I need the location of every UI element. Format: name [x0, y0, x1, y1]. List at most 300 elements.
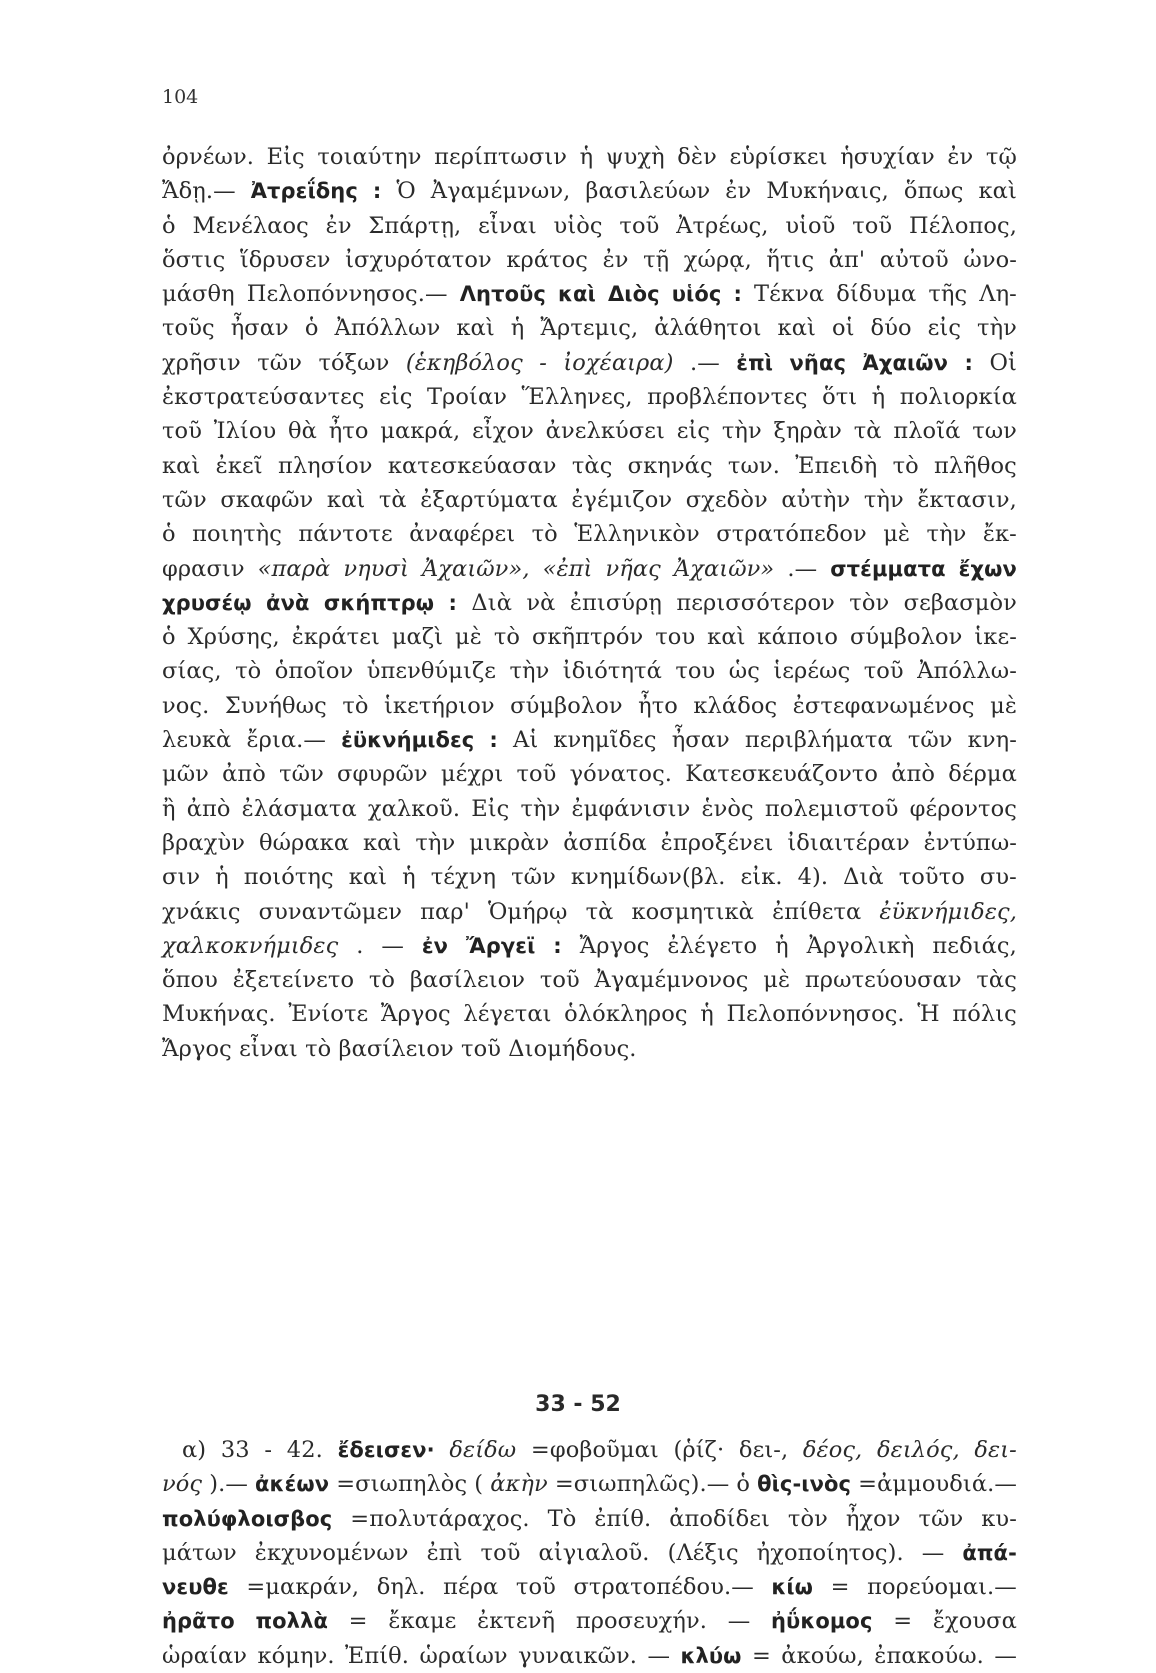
text-word: ἀκὴν: [490, 1471, 548, 1498]
text-word: Αἱ: [513, 727, 539, 754]
text-word: ἡ: [402, 864, 416, 891]
text-word: ἡ: [871, 384, 886, 411]
text-word: τὰ: [378, 486, 407, 513]
text-word: προβλέποντες: [647, 384, 808, 411]
text-word: ποιότης: [243, 864, 334, 891]
text-word: στρατοπέδου.—: [573, 1574, 754, 1601]
text-word: σκήπτρῳ: [323, 590, 435, 615]
text-word: μάσθη: [162, 281, 235, 308]
text-word: ἦσαν: [671, 727, 730, 754]
text-word: ἑνὸς: [701, 795, 754, 822]
text-word: ἱερέως: [773, 658, 851, 685]
text-word: δείδω: [449, 1437, 517, 1463]
text-word: Πελοπόννησος.: [726, 1001, 905, 1028]
text-word: 4).: [797, 864, 829, 891]
text-word: εἰς: [927, 315, 962, 342]
text-word: Συνήθως: [224, 692, 327, 719]
text-word: σκηνάς: [627, 452, 713, 479]
text-word: υἱὸς: [553, 212, 603, 239]
text-word: κάποιο: [757, 624, 839, 651]
text-word: εἶχον: [472, 418, 534, 445]
text-word: καὶ: [707, 624, 746, 651]
text-word: ἐκχυνομένων: [254, 1539, 409, 1566]
text-word: ἰοχέαιρα): [563, 349, 674, 376]
text-word: χαλκοκνήμιδες: [162, 932, 339, 959]
text-word: ἦσαν: [230, 315, 289, 342]
text-word: ἔχων: [958, 556, 1017, 581]
text-word: νευθε: [162, 1575, 229, 1600]
text-word: Ἐπειδὴ: [795, 452, 878, 479]
text-word: ).—: [209, 1471, 248, 1498]
text-word: ὡραίαν: [162, 1642, 248, 1669]
text-word: γόνατος.: [569, 761, 673, 788]
text-word: :: [372, 179, 382, 204]
text-word: ἦτο: [638, 692, 678, 719]
text-word: ἀνὰ: [266, 590, 310, 615]
text-line: [162, 997, 1017, 1031]
text-word: δὲν: [677, 144, 717, 170]
text-word: ἐντύπω-: [923, 829, 1017, 856]
text-word: ἐλάσματα: [241, 795, 357, 822]
text-word: ἐπίθετα: [772, 898, 862, 925]
text-word: τὸν: [787, 1505, 828, 1532]
text-word: α): [182, 1437, 207, 1463]
text-word: ἔκ-: [982, 521, 1017, 548]
text-word: νός: [162, 1471, 203, 1498]
text-word: εἶναι: [239, 1035, 298, 1062]
text-word: καὶ: [348, 864, 388, 891]
text-word: σύμβολον: [849, 624, 963, 651]
text-line: [162, 311, 1017, 345]
text-word: ἰδιαιτέραν: [787, 829, 910, 856]
text-word: σχεδὸν: [685, 486, 768, 513]
text-word: Ἰλίου: [213, 418, 277, 445]
text-word: χώρᾳ,: [683, 246, 752, 273]
text-word: :: [489, 728, 498, 753]
text-word: —: [921, 1539, 945, 1566]
text-word: πέρα: [443, 1574, 499, 1601]
text-word: =πολυτάραχος.: [350, 1505, 530, 1532]
text-word: ξηρὰν: [773, 418, 842, 445]
text-line: [162, 963, 1017, 997]
text-word: -: [539, 349, 547, 376]
text-word: συ-: [979, 864, 1017, 891]
text-word: ἢ: [162, 795, 176, 822]
text-word: τὴν: [926, 521, 967, 548]
text-word: ὅστις: [162, 246, 226, 273]
text-word: Ἀργολικὴ: [806, 932, 915, 959]
text-word: δέος,: [802, 1437, 863, 1463]
text-word: τοῦ: [539, 967, 580, 994]
text-line: [162, 723, 1017, 757]
text-word: τὴν: [509, 658, 550, 685]
text-word: τοιαύτην: [317, 144, 422, 170]
text-word: τὸν: [849, 589, 890, 616]
text-word: νὰ: [526, 589, 556, 616]
text-word: τὰ: [585, 898, 614, 925]
text-word: πολλὰ: [255, 1609, 328, 1634]
text-word: Μυκήνας.: [162, 1001, 276, 1028]
text-word: .—: [787, 555, 818, 582]
text-word: ἠΰκομος: [771, 1609, 873, 1634]
text-word: Ἄργος: [380, 1001, 451, 1028]
text-word: τὴν: [977, 315, 1017, 342]
text-word: λευκὰ: [162, 727, 232, 754]
text-word: «παρὰ: [257, 555, 331, 582]
text-word: ἐκστρατεύσαντες: [162, 384, 365, 411]
text-word: τοῦτο: [898, 864, 965, 891]
text-word: ὡς: [728, 658, 760, 685]
text-word: Ἀπόλλων: [334, 315, 441, 342]
text-word: Λη-: [979, 281, 1017, 308]
text-word: εἰς: [379, 384, 413, 411]
text-line: [162, 1604, 1017, 1638]
text-word: ἐξαρτύματα: [420, 486, 558, 513]
text-word: ἐν: [602, 246, 629, 273]
text-line: [162, 1433, 1017, 1467]
section-heading: 33 - 52: [535, 1392, 621, 1417]
text-word: ἡσυχίαν: [840, 144, 935, 170]
text-word: ὅπως: [903, 178, 964, 205]
text-word: καὶ: [777, 315, 816, 342]
text-word: εἶναι: [478, 212, 537, 239]
text-word: =φοβοῦμαι: [530, 1437, 659, 1463]
text-word: Οἱ: [989, 349, 1017, 376]
text-word: Ἀπόλλω-: [917, 658, 1017, 685]
text-word: των: [972, 418, 1017, 445]
text-word: θὰ: [288, 418, 317, 445]
text-word: μέχρι: [440, 761, 504, 788]
text-word: :: [964, 350, 974, 375]
text-word: τοῦ: [863, 658, 904, 685]
text-word: καὶ: [456, 315, 495, 342]
text-word: τοῦ: [852, 212, 893, 239]
text-word: πολεμιστοῦ: [764, 795, 899, 822]
text-word: =σιωπηλὸς: [336, 1471, 468, 1498]
text-word: —: [727, 1608, 751, 1635]
text-word: ὅτι: [822, 384, 858, 411]
text-word: καὶ: [978, 178, 1017, 205]
text-word: προσευχήν.: [575, 1608, 708, 1635]
text-word: του: [655, 624, 696, 651]
text-line: [162, 757, 1017, 791]
text-word: ὡραίων: [419, 1642, 508, 1669]
text-word: θώρακα: [258, 829, 350, 856]
text-line: [162, 826, 1017, 860]
text-word: σκαφῶν: [220, 486, 314, 513]
text-word: -: [264, 1437, 273, 1463]
text-word: γυναικῶν.: [518, 1642, 638, 1669]
text-line: [162, 517, 1017, 551]
text-word: δειλός,: [877, 1437, 960, 1463]
text-word: κνημίδων(βλ.: [570, 864, 726, 891]
text-word: αὐτὴν: [781, 486, 851, 513]
text-word: πορεύομαι.—: [867, 1574, 1017, 1601]
text-word: μαζὶ: [391, 624, 444, 651]
text-word: ἀπὸ: [891, 761, 936, 788]
text-word: :: [553, 933, 562, 958]
text-word: ἐπισύρῃ: [569, 589, 662, 616]
text-word: πλοῖά: [893, 418, 961, 445]
text-word: Τροίαν: [426, 384, 508, 411]
text-word: τοῦ: [516, 761, 557, 788]
text-word: ἀναφέρει: [409, 521, 516, 548]
text-word: ἔδεισεν·: [337, 1438, 435, 1462]
text-word: ἐπίθ.: [594, 1505, 652, 1532]
text-line: [162, 1536, 1017, 1570]
text-word: οἱ: [831, 315, 855, 342]
text-word: πολιορκία: [899, 384, 1017, 411]
text-word: .—: [690, 349, 720, 376]
text-word: Ἀχαιῶν: [862, 350, 949, 375]
text-word: ἀπὸ: [186, 795, 231, 822]
text-line: [162, 174, 1017, 208]
text-word: ἡ: [775, 932, 789, 959]
text-word: συναντῶμεν: [258, 898, 403, 925]
text-word: Ἐπίθ.: [345, 1642, 410, 1669]
text-word: Εἰς: [471, 795, 510, 822]
text-line: [162, 895, 1017, 929]
text-word: περισσότερον: [676, 589, 835, 616]
text-word: νῆας: [789, 350, 847, 375]
text-word: δέρμα: [948, 761, 1017, 788]
text-word: βραχὺν: [162, 829, 246, 856]
text-word: πόλις: [952, 1001, 1017, 1028]
text-line: [162, 620, 1017, 654]
text-word: Ἄργος: [579, 932, 650, 959]
text-word: τοῦ: [515, 1574, 556, 1601]
text-line: [162, 552, 1017, 586]
text-word: ἀπὸ: [222, 761, 266, 788]
text-word: παρ': [420, 898, 470, 925]
text-word: αὐτοῦ: [879, 246, 949, 273]
text-line: [162, 1570, 1017, 1604]
text-word: Μυκήναις,: [766, 178, 889, 205]
text-word: κίω: [771, 1575, 814, 1600]
text-word: μὲ: [990, 692, 1017, 719]
text-word: ἐλέγετο: [667, 932, 758, 959]
text-word: ἐπροξένει: [660, 829, 774, 856]
text-word: Σπάρτῃ,: [368, 212, 462, 239]
text-line: [162, 140, 1017, 174]
text-line: [162, 792, 1017, 826]
text-word: χρυσέῳ: [162, 590, 252, 615]
text-word: ἰσχυρότατον: [345, 246, 492, 273]
text-line: [162, 483, 1017, 517]
text-word: .: [356, 932, 364, 959]
text-word: ἠρᾶτο: [162, 1609, 235, 1634]
text-word: ἐμφάνισιν: [571, 795, 691, 822]
text-word: μῶν: [162, 761, 209, 788]
text-word: ἔρια.—: [246, 727, 327, 754]
text-word: ὁλόκληρος: [564, 1001, 688, 1028]
text-word: Χρύσης,: [187, 624, 280, 651]
text-word: =σιωπηλῶς).—: [554, 1471, 730, 1498]
text-word: τὴν: [415, 829, 456, 856]
text-word: κλύω: [680, 1643, 742, 1668]
text-word: =: [348, 1608, 368, 1635]
text-word: Διὸς: [607, 282, 660, 307]
text-line: [162, 243, 1017, 277]
text-word: περίπτωσιν: [434, 144, 568, 170]
text-word: μακρά,: [380, 418, 461, 445]
text-word: ἦχον: [845, 1505, 901, 1532]
text-word: ἦτο: [328, 418, 369, 445]
text-word: Εἰς: [266, 144, 305, 170]
text-word: δει-,: [738, 1437, 789, 1463]
text-word: τῶν: [162, 486, 207, 513]
text-word: τὰς: [571, 452, 613, 479]
commentary-body: [162, 140, 1017, 1066]
text-word: «ἐπὶ: [542, 555, 593, 582]
text-word: κοσμητικὰ: [631, 898, 754, 925]
text-word: ἔχουσα: [932, 1608, 1017, 1635]
text-word: Ἀγαμέμνονος: [594, 967, 749, 994]
text-word: τοῦ: [461, 1035, 502, 1062]
text-word: σκῆπτρόν: [531, 624, 644, 651]
text-word: τὸ: [368, 967, 396, 994]
text-word: (ῥίζ·: [673, 1437, 725, 1463]
text-word: ἔκαμε: [388, 1608, 457, 1635]
text-word: τὴν: [863, 486, 904, 513]
text-word: Ἀτρέως,: [676, 212, 769, 239]
text-word: ὁ: [162, 624, 176, 651]
text-word: Ἀτρεΐδης: [250, 179, 358, 204]
text-word: —: [381, 932, 404, 959]
text-word: τῶν: [257, 349, 303, 376]
text-word: τῶν: [907, 727, 953, 754]
text-word: (ἑκηβόλος: [405, 349, 523, 376]
text-word: ὠνο-: [963, 246, 1017, 273]
text-word: τοῦ: [162, 418, 202, 445]
text-word: νος.: [162, 692, 210, 719]
text-word: τὰς: [976, 967, 1017, 994]
text-word: Διὰ: [843, 864, 884, 891]
text-word: Ὁμήρῳ: [487, 898, 568, 925]
text-word: Ἑλληνικὸν: [574, 521, 700, 548]
text-word: Ἄργεϊ: [465, 933, 536, 958]
text-word: φρασιν: [162, 555, 245, 582]
text-word: ἀσπίδα: [563, 829, 647, 856]
text-word: ἀκούω,: [781, 1642, 864, 1669]
text-word: =: [893, 1608, 913, 1635]
text-word: τόξων: [318, 349, 390, 376]
text-word: βασιλεύων: [585, 178, 711, 205]
text-word: τὸ: [342, 692, 369, 719]
text-word: ἐν: [421, 933, 449, 958]
text-word: 42.: [286, 1437, 323, 1463]
text-word: μὲ: [883, 521, 911, 548]
text-word: τοῦς: [162, 315, 215, 342]
text-line: [162, 449, 1017, 483]
text-word: ψυχὴ: [605, 144, 665, 170]
text-word: τῇ: [643, 246, 670, 273]
text-word: στέμματα: [830, 556, 946, 581]
text-word: ἀνελκύσει: [545, 418, 665, 445]
text-line: [162, 209, 1017, 243]
text-word: =ἀμμουδιά.—: [858, 1471, 1017, 1498]
text-word: τὸ: [305, 1035, 332, 1062]
text-word: ἀπά-: [962, 1540, 1017, 1565]
text-word: ἐστεφανωμένος: [792, 692, 975, 719]
text-word: ἐγέμιζον: [571, 486, 673, 513]
text-word: ἡ: [510, 315, 525, 342]
text-word: ὁ: [304, 315, 319, 342]
text-word: σεβασμὸν: [903, 589, 1017, 616]
text-line: [162, 654, 1017, 688]
text-word: τὴν: [520, 795, 561, 822]
text-word: ἐϋκνήμιδες: [341, 728, 475, 753]
text-word: πλῆθος: [934, 452, 1017, 479]
text-line: [162, 689, 1017, 723]
text-word: πλησίον: [277, 452, 373, 479]
text-word: ἰδιότητά: [562, 658, 662, 685]
section-body: [162, 1433, 1017, 1673]
text-word: τὸ: [235, 658, 262, 685]
text-word: ἐπὶ: [736, 350, 774, 375]
text-line: [162, 929, 1017, 963]
text-word: ἐκράτει: [291, 624, 380, 651]
text-word: κυ-: [981, 1505, 1017, 1532]
text-word: ἡ: [215, 864, 229, 891]
text-word: σίας,: [162, 658, 222, 685]
text-word: ἐκτενῆ: [477, 1608, 556, 1635]
text-word: :: [448, 590, 458, 615]
text-word: :: [733, 282, 742, 307]
text-word: Ἀγαμέμνων,: [430, 178, 571, 205]
text-word: εἰς: [676, 418, 711, 445]
text-word: —: [994, 1642, 1017, 1669]
text-word: τῶν: [511, 864, 556, 891]
text-word: ὁ: [162, 521, 176, 548]
text-word: πολύφλοισβος: [162, 1506, 333, 1531]
text-word: ἱκε-: [974, 624, 1017, 651]
text-line: [162, 414, 1017, 448]
text-word: τοῦ: [480, 1539, 521, 1566]
text-word: σιν: [162, 864, 201, 891]
text-word: τὸ: [493, 624, 521, 651]
text-word: Μενέλαος: [192, 212, 309, 239]
text-word: λέγεται: [463, 1001, 552, 1028]
text-word: υἱός: [671, 282, 722, 307]
text-line: [162, 277, 1017, 311]
text-word: Λητοῦς: [459, 282, 546, 307]
text-word: περιβλήματα: [744, 727, 893, 754]
text-word: ἀποδίδει: [669, 1505, 770, 1532]
text-word: καὶ: [326, 486, 366, 513]
text-word: Τὸ: [547, 1505, 577, 1532]
text-word: μικρὰν: [469, 829, 550, 856]
text-word: σύμβολον: [510, 692, 623, 719]
text-word: δει-: [974, 1437, 1017, 1463]
text-word: ὑπενθύμιζε: [366, 658, 497, 685]
text-word: τῶν: [279, 761, 324, 788]
text-word: Διομήδους.: [508, 1035, 637, 1062]
text-word: 33: [220, 1437, 250, 1463]
text-word: ἐξετείνετο: [232, 967, 355, 994]
text-word: μάτων: [162, 1539, 237, 1566]
text-line: [162, 380, 1017, 414]
text-word: ἐκεῖ: [215, 452, 263, 479]
text-word: μὲ: [454, 624, 482, 651]
text-word: βασίλειον: [338, 1035, 454, 1062]
text-word: καὶ: [162, 452, 201, 479]
text-word: ἥτις: [766, 246, 815, 273]
text-word: καὶ: [558, 282, 596, 307]
text-word: Τέκνα: [754, 281, 825, 308]
text-word: ἡ: [579, 144, 594, 170]
text-word: τέχνη: [430, 864, 497, 891]
